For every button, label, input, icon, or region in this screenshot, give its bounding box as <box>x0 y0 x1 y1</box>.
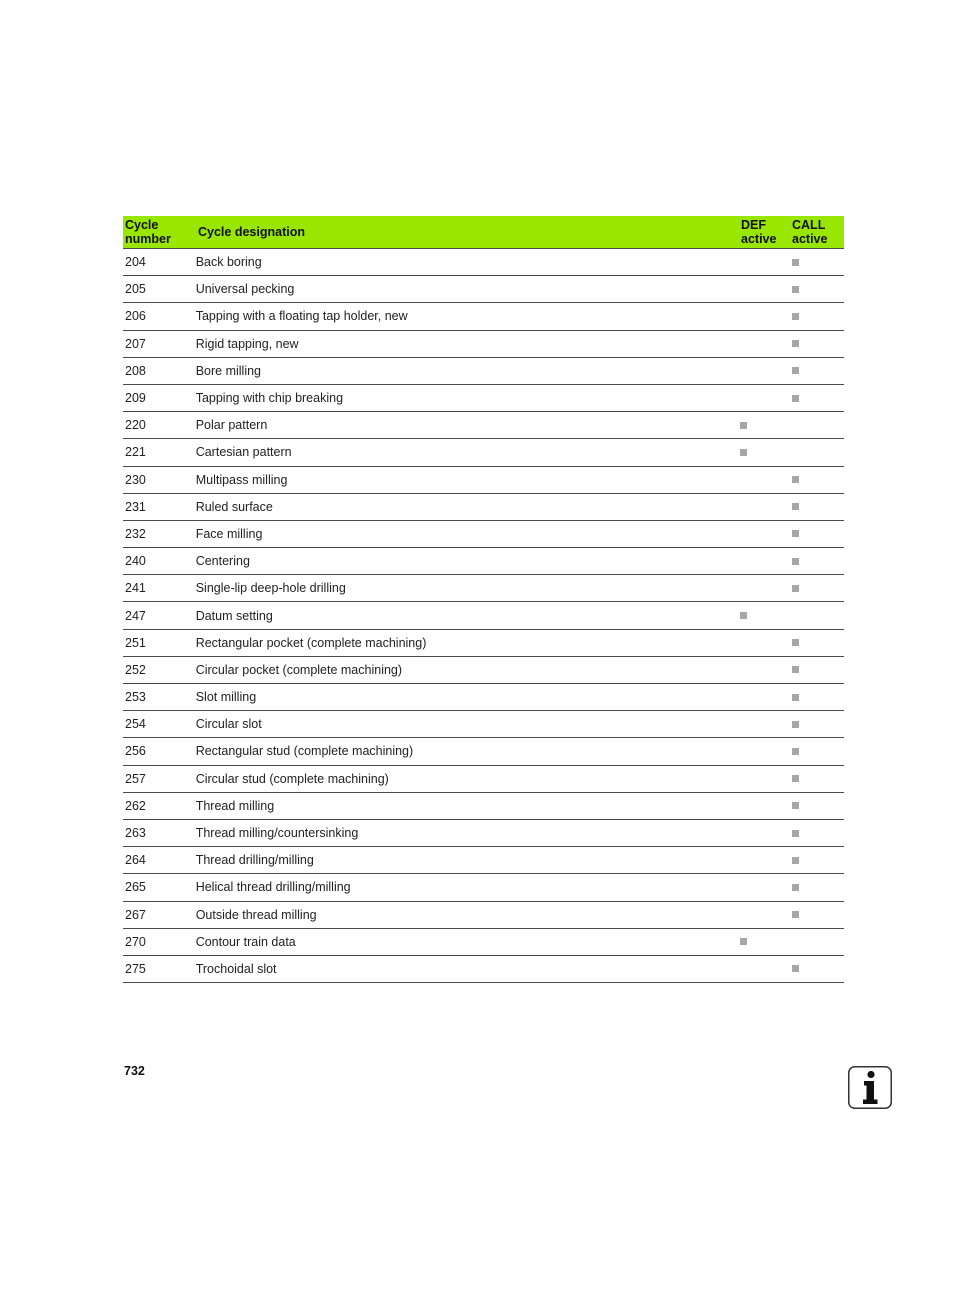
cycle-number: 208 <box>125 363 146 378</box>
table-row <box>123 548 844 575</box>
cycle-designation: Circular slot <box>195 717 262 732</box>
cycle-number: 209 <box>125 391 146 406</box>
table-row <box>123 412 844 439</box>
def-active-marker-icon <box>740 449 747 456</box>
page-number: 732 <box>124 1064 145 1078</box>
cycle-designation: Circular stud (complete machining) <box>195 771 389 786</box>
call-active-cell <box>792 558 844 565</box>
table-row <box>123 711 844 738</box>
cycle-designation: Cartesian pattern <box>195 445 292 460</box>
cycle-number: 257 <box>125 771 146 786</box>
call-active-marker-icon <box>792 259 799 266</box>
cycle-number: 220 <box>125 418 146 433</box>
cycle-number: 265 <box>125 880 146 895</box>
header-call-line2: active <box>792 232 828 246</box>
call-active-marker-icon <box>792 830 799 837</box>
cycle-designation: Single-lip deep-hole drilling <box>195 581 346 596</box>
cycle-number: 232 <box>125 526 146 541</box>
header-def-active <box>740 218 792 246</box>
table-row <box>123 303 844 330</box>
cycle-number: 204 <box>125 255 146 270</box>
call-active-cell <box>792 748 844 755</box>
call-active-cell <box>792 367 844 374</box>
cycle-designation: Circular pocket (complete machining) <box>195 662 403 677</box>
call-active-cell <box>792 639 844 646</box>
call-active-marker-icon <box>792 694 799 701</box>
call-active-cell <box>792 694 844 701</box>
table-row <box>123 439 844 466</box>
cycle-number: 207 <box>125 336 146 351</box>
cycle-number: 275 <box>125 961 146 976</box>
cycle-number: 240 <box>125 554 146 569</box>
cycle-designation: Rectangular stud (complete machining) <box>195 744 414 759</box>
cycle-designation: Rectangular pocket (complete machining) <box>195 635 427 650</box>
call-active-marker-icon <box>792 503 799 510</box>
cycle-number: 254 <box>125 717 146 732</box>
cycle-designation: Back boring <box>195 255 262 270</box>
def-active-marker-icon <box>740 938 747 945</box>
table-row <box>123 657 844 684</box>
cycle-designation: Face milling <box>195 526 263 541</box>
cycle-designation: Tapping with a floating tap holder, new <box>195 309 408 324</box>
header-call-active <box>792 218 844 246</box>
cycle-designation: Outside thread milling <box>195 907 317 922</box>
cycle-designation: Slot milling <box>195 690 257 705</box>
table-row <box>123 847 844 874</box>
def-active-cell <box>739 449 792 456</box>
call-active-cell <box>792 965 844 972</box>
cycle-number: 264 <box>125 853 146 868</box>
header-cycle-designation: Cycle designation <box>198 225 305 239</box>
call-active-marker-icon <box>792 639 799 646</box>
table-row <box>123 249 844 276</box>
cycle-number: 205 <box>125 282 146 297</box>
table-row <box>123 467 844 494</box>
cycle-table <box>123 216 844 983</box>
call-active-marker-icon <box>792 911 799 918</box>
call-active-marker-icon <box>792 313 799 320</box>
cycle-number: 251 <box>125 635 146 650</box>
table-row <box>123 820 844 847</box>
table-row <box>123 494 844 521</box>
table-row <box>123 602 844 629</box>
call-active-marker-icon <box>792 585 799 592</box>
call-active-cell <box>792 340 844 347</box>
header-number-line2: number <box>125 232 171 246</box>
call-active-marker-icon <box>792 558 799 565</box>
cycle-designation: Thread milling/countersinking <box>195 826 359 841</box>
table-row <box>123 929 844 956</box>
call-active-marker-icon <box>792 884 799 891</box>
table-row <box>123 902 844 929</box>
call-active-marker-icon <box>792 340 799 347</box>
table-row <box>123 793 844 820</box>
cycle-number: 247 <box>125 608 146 623</box>
header-def-line1: DEF <box>741 218 766 232</box>
call-active-marker-icon <box>792 530 799 537</box>
call-active-cell <box>792 395 844 402</box>
table-header <box>123 216 844 249</box>
call-active-marker-icon <box>792 721 799 728</box>
call-active-cell <box>792 830 844 837</box>
def-active-cell <box>739 938 792 945</box>
cycle-designation: Tapping with chip breaking <box>195 391 344 406</box>
call-active-cell <box>792 884 844 891</box>
def-active-cell <box>739 612 792 619</box>
call-active-cell <box>792 259 844 266</box>
call-active-marker-icon <box>792 476 799 483</box>
cycle-number: 262 <box>125 798 146 813</box>
table-row <box>123 385 844 412</box>
call-active-cell <box>792 476 844 483</box>
cycle-designation: Datum setting <box>195 608 273 623</box>
header-cycle-number <box>123 218 194 246</box>
cycle-designation: Trochoidal slot <box>195 961 277 976</box>
call-active-cell <box>792 503 844 510</box>
def-active-cell <box>739 422 792 429</box>
cycle-number: 263 <box>125 826 146 841</box>
table-row <box>123 684 844 711</box>
call-active-cell <box>792 585 844 592</box>
cycle-designation: Thread milling <box>195 798 275 813</box>
table-row <box>123 874 844 901</box>
call-active-marker-icon <box>792 666 799 673</box>
cycle-number: 267 <box>125 907 146 922</box>
cycle-number: 252 <box>125 662 146 677</box>
cycle-designation: Universal pecking <box>195 282 295 297</box>
table-row <box>123 738 844 765</box>
table-row <box>123 331 844 358</box>
cycle-designation: Multipass milling <box>195 472 288 487</box>
cycle-designation: Rigid tapping, new <box>195 336 299 351</box>
call-active-cell <box>792 666 844 673</box>
call-active-marker-icon <box>792 367 799 374</box>
call-active-marker-icon <box>792 775 799 782</box>
def-active-marker-icon <box>740 612 747 619</box>
cycle-designation: Polar pattern <box>195 418 268 433</box>
cycle-designation: Contour train data <box>195 934 296 949</box>
table-body <box>123 249 844 983</box>
cycle-designation: Ruled surface <box>195 499 273 514</box>
cycle-designation: Thread drilling/milling <box>195 853 314 868</box>
call-active-cell <box>792 911 844 918</box>
call-active-cell <box>792 857 844 864</box>
cycle-designation: Helical thread drilling/milling <box>195 880 351 895</box>
call-active-marker-icon <box>792 965 799 972</box>
table-row <box>123 766 844 793</box>
info-icon <box>848 1066 892 1109</box>
header-number-line1: Cycle <box>125 218 159 232</box>
call-active-cell <box>792 313 844 320</box>
call-active-cell <box>792 721 844 728</box>
cycle-number: 241 <box>125 581 146 596</box>
call-active-marker-icon <box>792 286 799 293</box>
header-def-line2: active <box>741 232 777 246</box>
call-active-marker-icon <box>792 802 799 809</box>
call-active-marker-icon <box>792 395 799 402</box>
def-active-marker-icon <box>740 422 747 429</box>
cycle-number: 221 <box>125 445 146 460</box>
call-active-cell <box>792 802 844 809</box>
call-active-cell <box>792 286 844 293</box>
table-row <box>123 956 844 983</box>
table-row <box>123 521 844 548</box>
cycle-designation: Centering <box>195 554 250 569</box>
cycle-number: 256 <box>125 744 146 759</box>
cycle-number: 231 <box>125 499 146 514</box>
table-row <box>123 575 844 602</box>
table-row <box>123 358 844 385</box>
call-active-marker-icon <box>792 857 799 864</box>
cycle-number: 270 <box>125 934 146 949</box>
header-call-line1: CALL <box>792 218 826 232</box>
cycle-number: 206 <box>125 309 146 324</box>
cycle-number: 253 <box>125 690 146 705</box>
call-active-cell <box>792 530 844 537</box>
call-active-cell <box>792 775 844 782</box>
table-row <box>123 276 844 303</box>
call-active-marker-icon <box>792 748 799 755</box>
table-row <box>123 630 844 657</box>
cycle-number: 230 <box>125 472 146 487</box>
cycle-designation: Bore milling <box>195 363 262 378</box>
